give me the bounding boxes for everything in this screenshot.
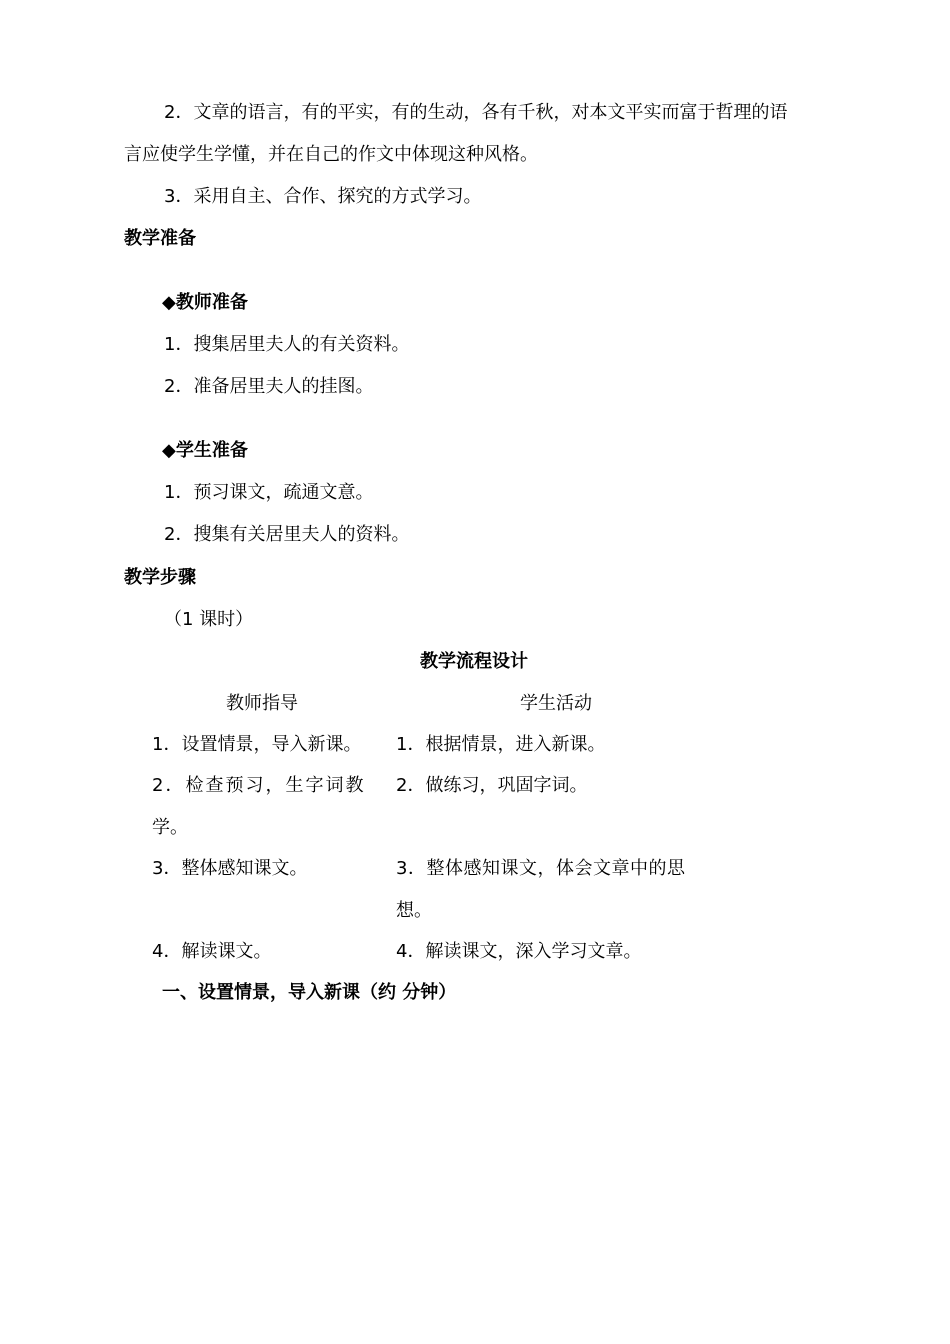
section-1-heading: 一、设置情景，导入新课（约 分钟）	[162, 982, 457, 1003]
teacher-preparation-item: 2．准备居里夫人的挂图。	[164, 376, 374, 397]
flow-table-title: 教学流程设计	[420, 651, 528, 672]
column-header-student: 学生活动	[520, 693, 592, 714]
teacher-guidance-cell: 2．检查预习，生字词教	[152, 775, 366, 796]
student-activity-cell: 3．整体感知课文，体会文章中的思	[396, 858, 686, 879]
student-activity-cell-continuation: 想。	[396, 900, 432, 921]
teacher-guidance-cell: 4．解读课文。	[152, 941, 272, 962]
steps-heading: 教学步骤	[124, 567, 196, 588]
student-preparation-heading: ◆学生准备	[162, 440, 248, 461]
student-preparation-item: 2．搜集有关居里夫人的资料。	[164, 524, 410, 545]
goal-item-2-line-2: 言应使学生学懂，并在自己的作文中体现这种风格。	[124, 144, 538, 165]
preparation-heading: 教学准备	[124, 228, 196, 249]
class-period: （1 课时）	[164, 609, 254, 630]
student-activity-cell: 4．解读课文，深入学习文章。	[396, 941, 642, 962]
teacher-preparation-item: 1．搜集居里夫人的有关资料。	[164, 334, 410, 355]
goal-item-3: 3．采用自主、合作、探究的方式学习。	[164, 186, 482, 207]
student-activity-cell: 2．做练习，巩固字词。	[396, 775, 588, 796]
student-preparation-item: 1．预习课文，疏通文意。	[164, 482, 374, 503]
teacher-guidance-cell: 3．整体感知课文。	[152, 858, 308, 879]
goal-item-2-line-1: 2．文章的语言，有的平实，有的生动，各有千秋，对本文平实而富于哲理的语	[164, 102, 788, 123]
teacher-guidance-cell: 1．设置情景，导入新课。	[152, 734, 362, 755]
teacher-guidance-cell-continuation: 学。	[152, 817, 188, 838]
teacher-preparation-heading: ◆教师准备	[162, 292, 248, 313]
student-activity-cell: 1．根据情景，进入新课。	[396, 734, 606, 755]
column-header-teacher: 教师指导	[226, 693, 298, 714]
